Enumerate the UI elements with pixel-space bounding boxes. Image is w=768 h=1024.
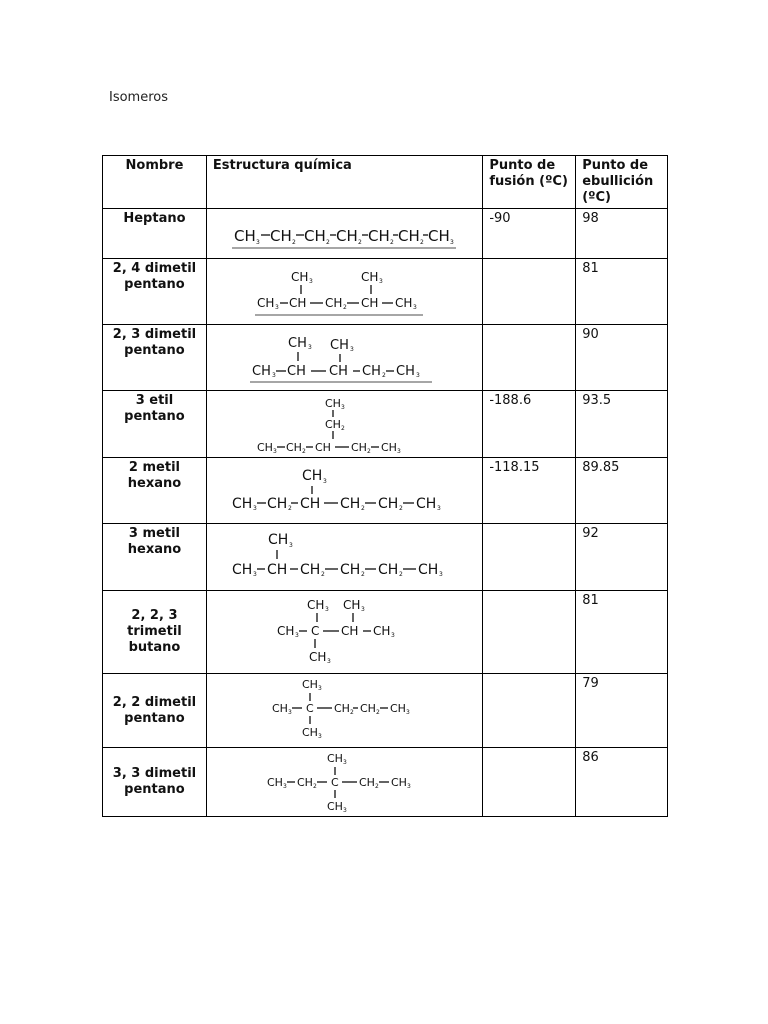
compound-name: 3 metil hexano — [103, 524, 207, 591]
table-row — [103, 458, 668, 524]
svg-text:3: 3 — [340, 404, 345, 411]
svg-text:CH: CH — [339, 562, 360, 578]
svg-text:3: 3 — [271, 372, 276, 379]
svg-text:CH: CH — [342, 598, 361, 612]
svg-text:3: 3 — [438, 571, 443, 578]
svg-text:CH: CH — [299, 496, 320, 512]
svg-text:CH: CH — [308, 650, 327, 664]
svg-text:3: 3 — [378, 278, 383, 285]
svg-text:3: 3 — [252, 571, 257, 578]
svg-text:CH: CH — [296, 776, 313, 789]
boiling-point: 92 — [576, 524, 668, 591]
svg-text:CH: CH — [266, 776, 283, 789]
svg-text:CH: CH — [303, 227, 326, 245]
structure-23-dimetil-pentano — [206, 325, 482, 391]
svg-text:CH: CH — [350, 441, 367, 454]
svg-text:CH: CH — [394, 296, 413, 310]
structure-24-dimetil-pentano — [206, 259, 482, 325]
structure-diagram — [265, 750, 425, 814]
svg-text:2: 2 — [287, 505, 292, 512]
melting-point — [483, 524, 576, 591]
svg-text:3: 3 — [272, 448, 277, 455]
svg-text:3: 3 — [287, 709, 292, 716]
svg-text:2: 2 — [398, 505, 403, 512]
boiling-point: 79 — [576, 674, 668, 748]
structure-diagram — [270, 676, 420, 742]
svg-text:CH: CH — [397, 227, 420, 245]
svg-text:CH: CH — [288, 296, 307, 310]
structure-diagram — [230, 460, 460, 518]
svg-text:CH: CH — [339, 496, 360, 512]
structure-33-dimetil-pentano — [206, 748, 482, 817]
svg-text:CH: CH — [372, 624, 391, 638]
svg-text:3: 3 — [274, 304, 279, 311]
structure-diagram — [230, 526, 460, 586]
structure-diagram — [275, 593, 415, 669]
structure-3-metil-hexano — [206, 524, 482, 591]
boiling-point: 90 — [576, 325, 668, 391]
svg-text:3: 3 — [288, 542, 293, 549]
svg-text:2: 2 — [357, 239, 362, 246]
table-row — [103, 259, 668, 325]
svg-text:CH: CH — [326, 800, 343, 813]
table-row — [103, 748, 668, 817]
svg-text:2: 2 — [398, 571, 403, 578]
svg-text:3: 3 — [412, 304, 417, 311]
svg-text:CH: CH — [256, 441, 273, 454]
svg-text:3: 3 — [349, 346, 354, 353]
svg-text:3: 3 — [317, 733, 322, 740]
compound-name: 2, 4 dimetil pentano — [103, 259, 207, 325]
table-row — [103, 391, 668, 458]
svg-text:CH: CH — [415, 496, 436, 512]
header-melting: Punto de fusión (ºC) — [483, 156, 576, 209]
table-row — [103, 674, 668, 748]
svg-text:CH: CH — [333, 702, 350, 715]
document-title: Isomeros — [109, 90, 169, 105]
svg-text:3: 3 — [449, 239, 454, 246]
svg-text:CH: CH — [361, 364, 381, 379]
svg-text:2: 2 — [360, 505, 365, 512]
boiling-point: 89.85 — [576, 458, 668, 524]
svg-text:CH: CH — [251, 364, 271, 379]
svg-text:3: 3 — [317, 685, 322, 692]
compound-name: 2, 2, 3 trimetil butano — [103, 591, 207, 674]
svg-text:2: 2 — [419, 239, 424, 246]
compound-name: 2, 2 dimetil pentano — [103, 674, 207, 748]
svg-text:CH: CH — [233, 227, 256, 245]
structure-diagram — [230, 211, 460, 251]
svg-text:3: 3 — [396, 448, 401, 455]
svg-text:2: 2 — [349, 709, 354, 716]
svg-text:CH: CH — [285, 441, 302, 454]
table-header-row — [103, 156, 668, 209]
boiling-point: 98 — [576, 209, 668, 259]
svg-text:3: 3 — [282, 783, 287, 790]
compound-name: Heptano — [103, 209, 207, 259]
structure-diagram — [255, 261, 435, 319]
svg-text:CH: CH — [324, 418, 341, 431]
svg-text:2: 2 — [366, 448, 371, 455]
structure-3-etil-pentano — [206, 391, 482, 458]
svg-text:2: 2 — [360, 571, 365, 578]
svg-text:CH: CH — [389, 702, 406, 715]
svg-text:3: 3 — [308, 278, 313, 285]
svg-text:CH: CH — [276, 624, 295, 638]
melting-point: -188.6 — [483, 391, 576, 458]
melting-point: -90 — [483, 209, 576, 259]
svg-text:CH: CH — [358, 776, 375, 789]
boiling-point: 86 — [576, 748, 668, 817]
structure-2-metil-hexano — [206, 458, 482, 524]
svg-text:CH: CH — [290, 270, 309, 284]
svg-text:CH: CH — [417, 562, 438, 578]
svg-text:CH: CH — [299, 562, 320, 578]
svg-text:2: 2 — [320, 571, 325, 578]
svg-text:CH: CH — [340, 624, 359, 638]
table-row — [103, 209, 668, 259]
svg-text:CH: CH — [335, 227, 358, 245]
table-row — [103, 325, 668, 391]
svg-text:2: 2 — [374, 783, 379, 790]
svg-text:CH: CH — [256, 296, 275, 310]
melting-point — [483, 674, 576, 748]
svg-text:3: 3 — [342, 807, 347, 814]
header-boiling: Punto de ebullición (ºC) — [576, 156, 668, 209]
svg-text:CH: CH — [427, 227, 450, 245]
svg-text:CH: CH — [377, 562, 398, 578]
svg-text:3: 3 — [415, 372, 420, 379]
svg-text:2: 2 — [389, 239, 394, 246]
table-row — [103, 591, 668, 674]
boiling-point: 81 — [576, 259, 668, 325]
svg-text:3: 3 — [342, 759, 347, 766]
svg-text:CH: CH — [287, 336, 307, 351]
svg-text:C: C — [330, 776, 339, 789]
structure-22-dimetil-pentano — [206, 674, 482, 748]
svg-text:CH: CH — [359, 702, 376, 715]
svg-text:CH: CH — [231, 562, 252, 578]
structure-diagram — [250, 327, 440, 385]
svg-text:2: 2 — [381, 372, 386, 379]
svg-text:CH: CH — [267, 532, 288, 548]
svg-text:CH: CH — [266, 496, 287, 512]
svg-text:CH: CH — [324, 296, 343, 310]
svg-text:2: 2 — [312, 783, 317, 790]
svg-text:CH: CH — [271, 702, 288, 715]
structure-diagram — [255, 393, 435, 455]
boiling-point: 93.5 — [576, 391, 668, 458]
svg-text:3: 3 — [360, 606, 365, 613]
svg-text:CH: CH — [286, 364, 306, 379]
svg-text:CH: CH — [329, 338, 349, 353]
svg-text:3: 3 — [307, 344, 312, 351]
svg-text:CH: CH — [360, 296, 379, 310]
svg-text:CH: CH — [326, 752, 343, 765]
compound-name: 2 metil hexano — [103, 458, 207, 524]
svg-text:2: 2 — [291, 239, 296, 246]
svg-text:2: 2 — [325, 239, 330, 246]
isomers-table — [102, 155, 668, 817]
compound-name: 3, 3 dimetil pentano — [103, 748, 207, 817]
svg-text:3: 3 — [326, 658, 331, 665]
svg-text:2: 2 — [301, 448, 306, 455]
structure-heptano — [206, 209, 482, 259]
svg-text:3: 3 — [255, 239, 260, 246]
header-name: Nombre — [103, 156, 207, 209]
compound-name: 3 etil pentano — [103, 391, 207, 458]
svg-text:3: 3 — [252, 505, 257, 512]
svg-text:CH: CH — [269, 227, 292, 245]
svg-text:CH: CH — [367, 227, 390, 245]
svg-text:CH: CH — [395, 364, 415, 379]
svg-text:3: 3 — [322, 478, 327, 485]
svg-text:CH: CH — [301, 726, 318, 739]
melting-point: -118.15 — [483, 458, 576, 524]
structure-223-trimetil-butano — [206, 591, 482, 674]
svg-text:3: 3 — [324, 606, 329, 613]
svg-text:3: 3 — [294, 632, 299, 639]
melting-point — [483, 259, 576, 325]
svg-text:CH: CH — [390, 776, 407, 789]
svg-text:3: 3 — [436, 505, 441, 512]
svg-text:2: 2 — [342, 304, 347, 311]
svg-text:CH: CH — [301, 678, 318, 691]
svg-text:CH: CH — [380, 441, 397, 454]
svg-text:CH: CH — [306, 598, 325, 612]
svg-text:3: 3 — [390, 632, 395, 639]
svg-text:C: C — [305, 702, 314, 715]
svg-text:CH: CH — [301, 468, 322, 484]
melting-point — [483, 325, 576, 391]
table-row — [103, 524, 668, 591]
boiling-point: 81 — [576, 591, 668, 674]
svg-text:CH: CH — [360, 270, 379, 284]
melting-point — [483, 748, 576, 817]
svg-text:2: 2 — [375, 709, 380, 716]
melting-point — [483, 591, 576, 674]
svg-text:CH: CH — [328, 364, 348, 379]
svg-text:CH: CH — [377, 496, 398, 512]
compound-name: 2, 3 dimetil pentano — [103, 325, 207, 391]
svg-text:3: 3 — [406, 783, 411, 790]
svg-text:CH: CH — [314, 441, 331, 454]
svg-text:CH: CH — [324, 397, 341, 410]
svg-text:2: 2 — [340, 425, 345, 432]
svg-text:CH: CH — [266, 562, 287, 578]
svg-text:3: 3 — [405, 709, 410, 716]
svg-text:C: C — [310, 624, 320, 638]
svg-text:CH: CH — [231, 496, 252, 512]
header-structure: Estructura química — [206, 156, 482, 209]
